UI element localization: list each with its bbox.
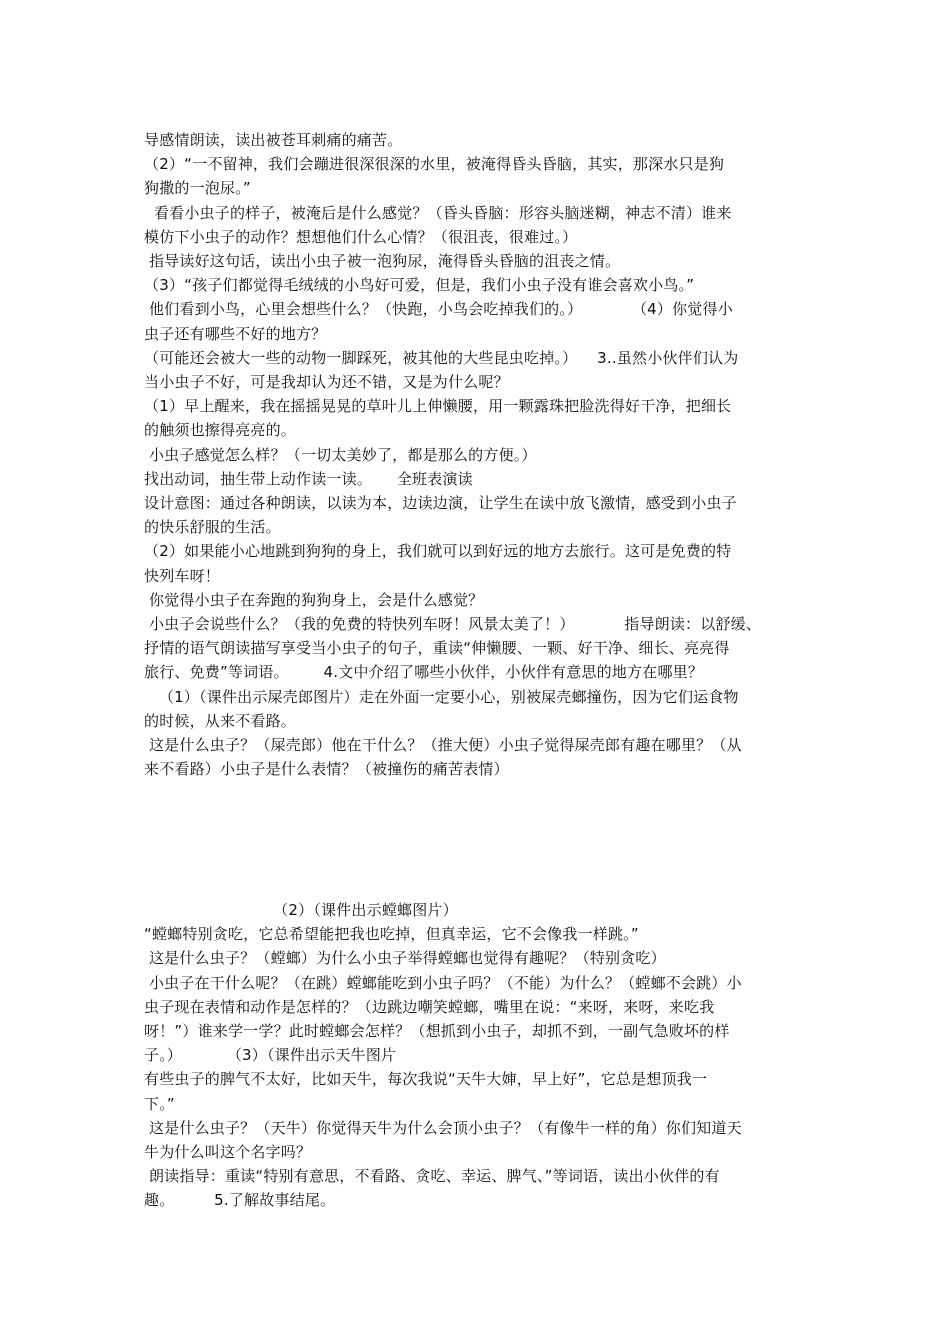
- text-line: 这是什么虫子？（屎壳郎）他在干什么？（推大便）小虫子觉得屎壳郎有趣在哪里？（从: [144, 736, 742, 755]
- text-line: 抒情的语气朗读描写享受当小虫子的句子，重读“伸懒腰、一颗、好干净、细长、亮亮得: [144, 639, 730, 658]
- text-line: 快列车呀！: [144, 566, 221, 585]
- text-line: 看看小虫子的样子，被淹后是什么感觉？（昏头昏脑：形容头脑迷糊，神志不清）谁来: [144, 203, 732, 222]
- text-line: （可能还会被大一些的动物一脚踩死，被其他的大些昆虫吃掉。） 3..虽然小伙伴们认为: [144, 348, 739, 367]
- text-line: 找出动词，抽生带上动作读一读。 全班表演读: [144, 469, 473, 488]
- text-line: 你觉得小虫子在奔跑的狗狗身上，会是什么感觉？: [144, 590, 484, 609]
- text-line: 的时候，从来不看路。: [144, 711, 297, 730]
- text-block-upper: [144, 128, 814, 781]
- text-line: 趣。 5.了解故事结尾。: [144, 1191, 336, 1210]
- text-line: 虫子现在表情和动作是怎样的？（边跳边嘲笑螳螂，嘴里在说：“来呀，来呀，来吃我: [144, 997, 715, 1016]
- text-line: 设计意图：通过各种朗读，以读为本，边读边演，让学生在读中放飞激情，感受到小虫子: [144, 494, 737, 513]
- text-line: 来不看路）小虫子是什么表情？（被撞伤的痛苦表情）: [144, 760, 509, 779]
- text-line: （1）早上醒来，我在摇摇晃晃的草叶儿上伸懒腰，用一颗露珠把脸洗得好干净，把细长: [144, 397, 732, 416]
- text-line: 他们看到小鸟，心里会想些什么？（快跑，小鸟会吃掉我们的。） （4）你觉得小: [144, 300, 733, 319]
- text-line: （2）“一不留神，我们会蹦进很深很深的水里，被淹得昏头昏脑，其实，那深水只是狗: [144, 155, 725, 174]
- text-line: 的触须也擦得亮亮的。: [144, 421, 297, 440]
- text-line: 牛为什么叫这个名字吗？: [144, 1143, 312, 1162]
- text-line: （2）如果能小心地跳到狗狗的身上，我们就可以到好远的地方去旅行。这可是免费的特: [144, 542, 732, 561]
- text-line: 小虫子会说些什么？（我的免费的特快列车呀！风景太美了！） 指导朗读：以舒缓、: [144, 615, 762, 634]
- text-line: 朗读指导：重读“特别有意思，不看路、贪吃、幸运、脾气、”等词语，读出小伙伴的有: [144, 1167, 720, 1186]
- text-line: （1）（课件出示屎壳郎图片）走在外面一定要小心，别被屎壳螂撞伤，因为它们运食物: [144, 687, 739, 706]
- text-line: 有些虫子的脾气不太好，比如天牛，每次我说“天牛大婶，早上好”，它总是想顶我一: [144, 1070, 708, 1089]
- text-line: 旅行、免费”等词语。 4.文中介绍了哪些小伙伴，小伙伴有意思的地方在哪里？: [144, 663, 704, 682]
- text-line: （2）（课件出示螳螂图片）: [144, 901, 458, 919]
- text-line: 狗撒的一泡尿。”: [144, 179, 251, 198]
- text-line: 呀！”）谁来学一学？此时螳螂会怎样？（想抓到小虫子，却抓不到，一副气急败坏的样: [144, 1022, 730, 1041]
- text-line: 指导读好这句话，读出小虫子被一泡狗尿，淹得昏头昏脑的沮丧之情。: [144, 252, 621, 271]
- text-line: 这是什么虫子？（天牛）你觉得天牛为什么会顶小虫子？（有像牛一样的角）你们知道天: [144, 1118, 742, 1137]
- text-line: 虫子还有哪些不好的地方？: [144, 324, 327, 343]
- text-line: 导感情朗读，读出被苍耳刺痛的痛苦。: [144, 131, 403, 149]
- text-line: 小虫子在干什么呢？（在跳）螳螂能吃到小虫子吗？（不能）为什么？（螳螂不会跳）小: [144, 973, 742, 992]
- text-line: 子。） （3）（课件出示天牛图片: [144, 1046, 397, 1065]
- text-line: （3）“孩子们都觉得毛绒绒的小鸟好可爱，但是，我们小虫子没有谁会喜欢小鸟。”: [144, 276, 695, 295]
- text-line: “螳螂特别贪吃，它总希望能把我也吃掉，但真幸运，它不会像我一样跳。”: [144, 925, 639, 944]
- text-line: 的快乐舒服的生活。: [144, 518, 281, 537]
- text-line: 小虫子感觉怎么样？（一切太美妙了，都是那么的方便。）: [144, 445, 537, 464]
- text-line: 下。”: [144, 1094, 175, 1113]
- text-line: 这是什么虫子？（螳螂）为什么小虫子举得螳螂也觉得有趣呢？（特别贪吃）: [144, 949, 666, 968]
- text-line: 模仿下小虫子的动作？想想他们什么心情？（很沮丧，很难过。）: [144, 227, 578, 246]
- text-line: 当小虫子不好，可是我却认为还不错，又是为什么呢？: [144, 373, 509, 392]
- text-block-lower: [144, 898, 814, 1213]
